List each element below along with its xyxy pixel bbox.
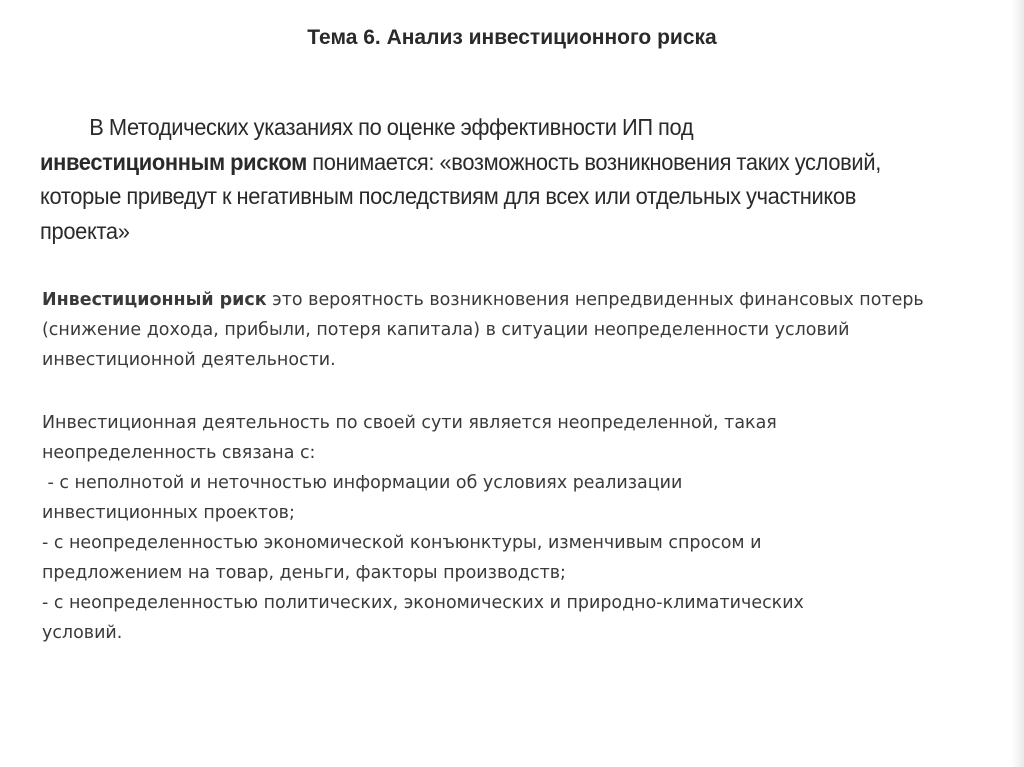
quote-rest: понимается: «возможность возникновения таких условий, которые приведут к негативным последствиям для всех или отдельных участников проекта»: [40, 148, 881, 244]
definition-rest: это вероятность возникновения непредвиденных финансовых потерь (снижение дохода, прибыли, потеря капитала) в ситуации неопределенности условий инвестиционной деятельности.: [42, 289, 924, 370]
context-line: - с неопределенностью политических, экономических и природно-климатических: [42, 592, 804, 613]
slide-title: Тема 6. Анализ инвестиционного риска: [307, 26, 717, 49]
context-line: предложением на товар, деньги, факторы производств;: [42, 562, 566, 583]
context-line: - с неопределенностью экономической конъюнктуры, изменчивым спросом и: [42, 532, 762, 553]
definition-term: Инвестиционный риск: [42, 289, 267, 310]
context-line: условий.: [42, 622, 123, 643]
context-line: Инвестиционная деятельность по своей сути является неопределенной, такая: [42, 412, 777, 433]
slide-edge-shadow: [1010, 0, 1024, 767]
methodology-quote: [40, 110, 914, 248]
context-line: - с неполнотой и неточностью информации об условиях реализации: [42, 472, 683, 493]
uncertainty-context: [42, 408, 944, 648]
risk-definition: [42, 285, 944, 375]
quote-term: инвестиционным риском: [40, 148, 307, 175]
quote-intro: В Методических указаниях по оценке эффективности ИП под: [89, 114, 694, 140]
context-line: инвестиционных проектов;: [42, 502, 295, 523]
context-line: неопределенность связана с:: [42, 442, 316, 463]
